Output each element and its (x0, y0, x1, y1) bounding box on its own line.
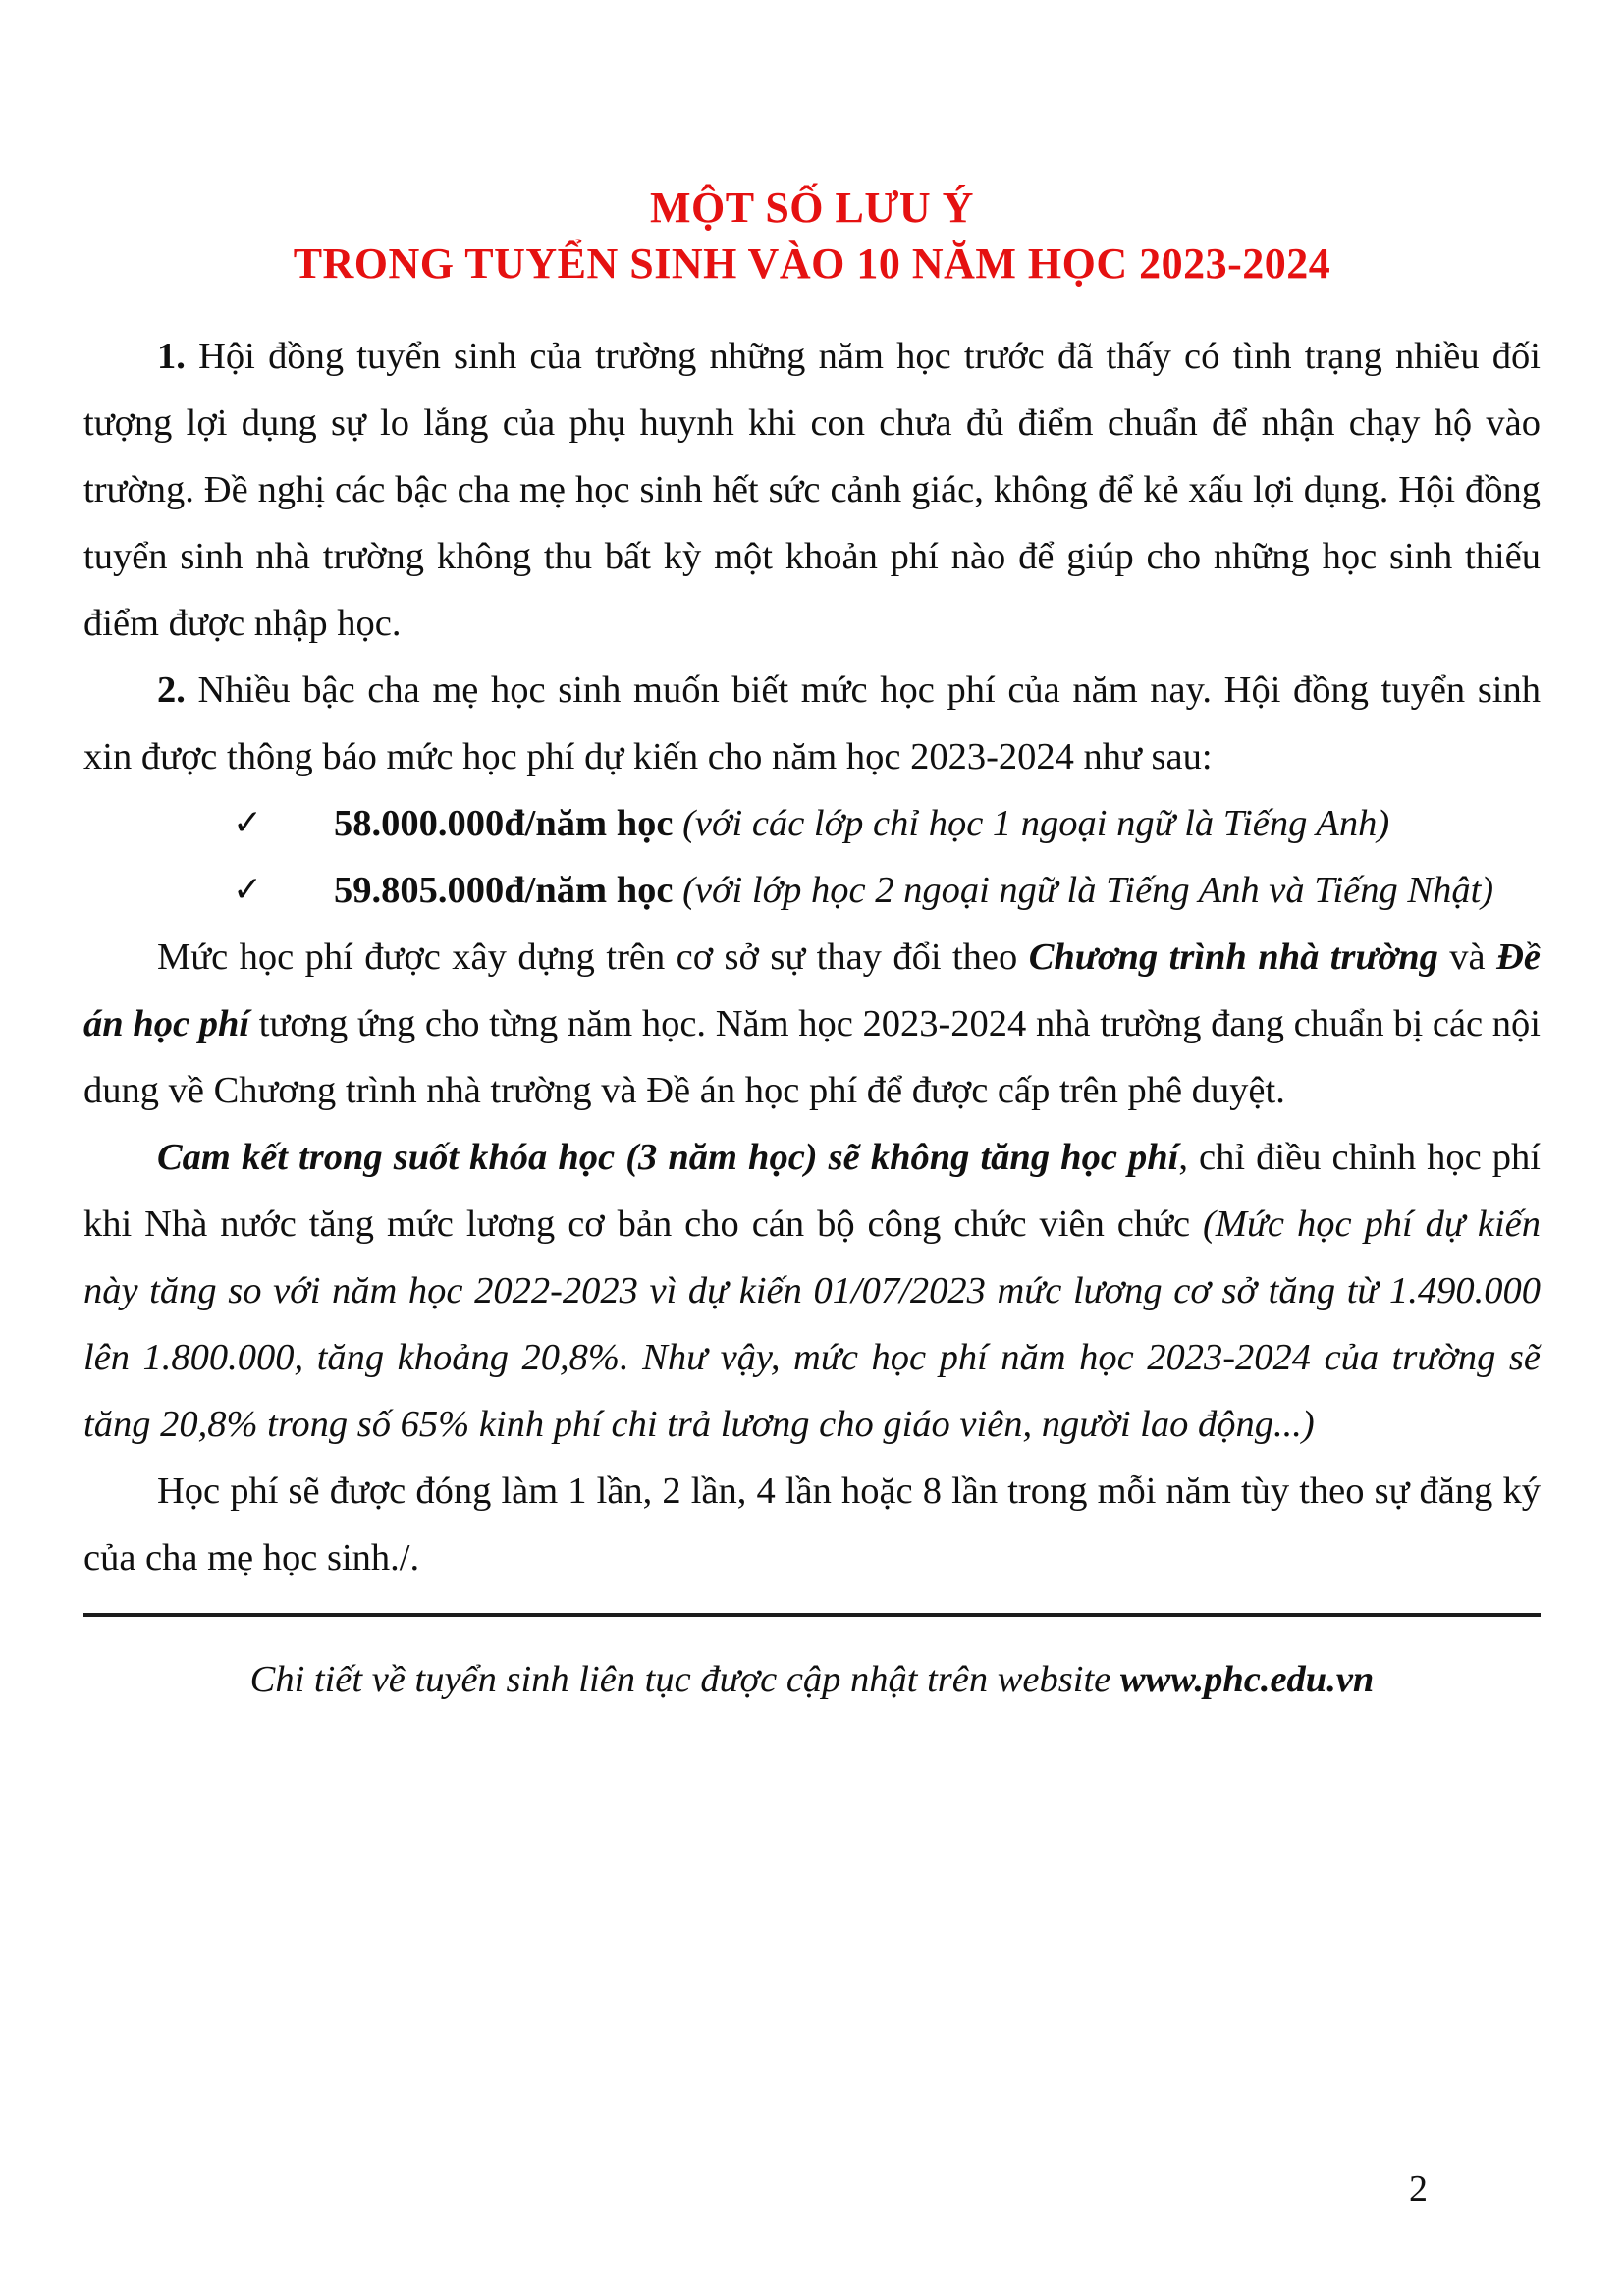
title-line-2: TRONG TUYỂN SINH VÀO 10 NĂM HỌC 2023-2024 (293, 240, 1331, 288)
document-body (83, 323, 1541, 1591)
run-italic: (Mức học phí dự kiến này tăng so với năm học 2022-2023 vì dự kiến 01/07/2023 mức lương cơ sở tăng từ 1.490.000 lên 1.800.000, tăng khoảng 20,8%. Như vậy, mức học phí năm học 2023-2024 của trường sẽ tăng 20,8% trong số 65% kinh phí chi trả lương cho giáo viên, người lao động...) (83, 1203, 1541, 1445)
fee-amount: 59.805.000đ/năm học (334, 870, 683, 911)
checkmark-icon: ✓ (233, 870, 263, 910)
run-regular: và (1437, 936, 1497, 978)
footer-website: www.phc.edu.vn (1119, 1659, 1375, 1700)
run-bold-italic: Chương trình nhà trường (1028, 936, 1438, 978)
page-number: 2 (1409, 2168, 1428, 2210)
fee-bullet-2 (83, 857, 1541, 924)
run-regular: Mức học phí được xây dựng trên cơ sở sự thay đổi theo (157, 936, 1029, 978)
run-regular: tương ứng cho từng năm học. Năm học 2023-2024 nhà trường đang chuẩn bị các nội dung về Chương trình nhà trường và Đề án học phí để được cấp trên phê duyệt. (83, 1003, 1541, 1111)
fee-bullet-1 (83, 790, 1541, 857)
document-title (83, 180, 1541, 292)
fee-amount: 58.000.000đ/năm học (334, 803, 683, 844)
fee-note: (với lớp học 2 ngoại ngữ là Tiếng Anh và Tiếng Nhật) (682, 870, 1494, 911)
paragraph-number: 1. (157, 336, 186, 377)
document-content (83, 180, 1541, 1701)
paragraph-commitment (83, 1124, 1541, 1458)
paragraph-fee-basis (83, 924, 1541, 1124)
run-regular: , chỉ điều chỉnh học phí khi Nhà nước tăng mức lương cơ bản cho cán bộ công chức viên chức (83, 1137, 1542, 1245)
paragraph-text: Học phí sẽ được đóng làm 1 lần, 2 lần, 4 lần hoặc 8 lần trong mỗi năm tùy theo sự đăng ký của cha mẹ học sinh./. (83, 1470, 1541, 1578)
paragraph-text: Hội đồng tuyển sinh của trường những năm học trước đã thấy có tình trạng nhiều đối tượng lợi dụng sự lo lắng của phụ huynh khi con chưa đủ điểm chuẩn để nhận chạy hộ vào trường. Đề nghị các bậc cha mẹ học sinh hết sức cảnh giác, không để kẻ xấu lợi dụng. Hội đồng tuyển sinh nhà trường không thu bất kỳ một khoản phí nào để giúp cho những học sinh thiếu điểm được nhập học. (83, 336, 1541, 644)
footer-note (83, 1658, 1541, 1701)
paragraph-number: 2. (157, 669, 186, 711)
fee-note: (với các lớp chỉ học 1 ngoại ngữ là Tiếng Anh) (682, 803, 1390, 844)
paragraph-text: Nhiều bậc cha mẹ học sinh muốn biết mức học phí của năm nay. Hội đồng tuyển sinh xin được thông báo mức học phí dự kiến cho năm học 2023-2024 như sau: (83, 669, 1541, 777)
footer-divider (83, 1613, 1541, 1617)
title-line-1: MỘT SỐ LƯU Ý (650, 184, 974, 232)
footer-text: Chi tiết về tuyển sinh liên tục được cập nhật trên website (249, 1659, 1120, 1700)
paragraph-payment-terms (83, 1458, 1541, 1591)
run-bold-italic: Cam kết trong suốt khóa học (3 năm học) sẽ không tăng học phí (157, 1137, 1179, 1178)
checkmark-icon: ✓ (233, 803, 263, 843)
paragraph-tuition-intro (83, 657, 1541, 790)
run-bold-italic: Đề án học phí (83, 936, 1541, 1044)
paragraph-warning (83, 323, 1541, 657)
